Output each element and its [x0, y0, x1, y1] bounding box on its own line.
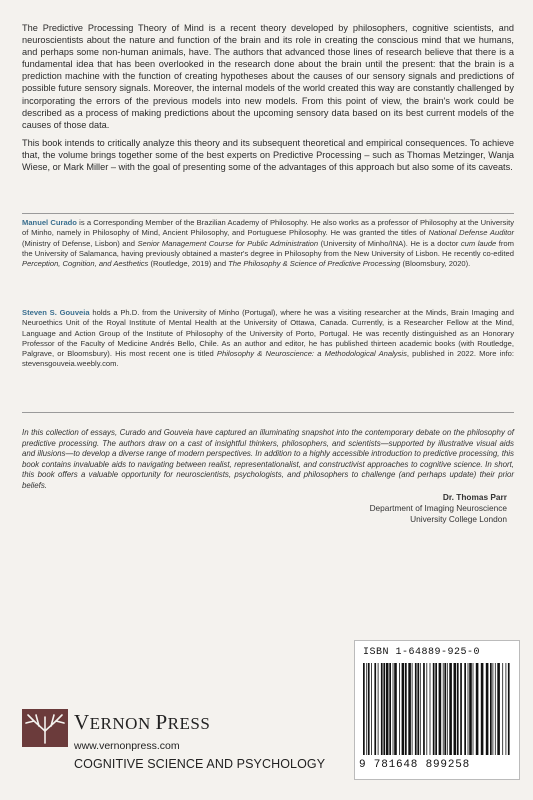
endorser-institution: University College London: [410, 514, 507, 524]
divider-top: [22, 213, 514, 214]
description-paragraph-1: The Predictive Processing Theory of Mind is a recent theory developed by philosophers, cognitive scientists, and neuroscientists about the nature and function of the brain and its role in creating the conscious mind that we humans, and perhaps some non-human animals, have. The authors that advanced those lines of research believe that there is a fundamental idea that has been overlooked in the research done about the brain until the present: that the brain is a prediction machine with the function of creating hypotheses about the causes of our sensory signals and predictions of possible future sensory signals. Moreover, the internal models of the world created this way are constantly challenged by incorporating the errors of the previous models into new models. From this point of view, the brain's work could be described as a process of making predictions about the upcoming sensory data based on its best current models of the causes of those data.: [22, 23, 514, 130]
endorser-department: Department of Imaging Neuroscience: [369, 503, 507, 513]
endorser-name: Dr. Thomas Parr: [442, 492, 507, 502]
barcode-digits: 9 781648 899258: [359, 759, 471, 771]
author-name: Manuel Curado: [22, 218, 77, 227]
endorser: [370, 492, 507, 525]
divider-middle: [22, 412, 514, 413]
series-name: COGNITIVE SCIENCE AND PSYCHOLOGY: [74, 757, 326, 771]
author-bio-curado: Manuel Curado is a Corresponding Member of the Brazilian Academy of Philosophy. He also works as a professor of Philosophy at the University of Minho, namely in Philosophy of Mind, Ancient Philosophy, and Portuguese Philosophy. He was granted the titles of National Defense Auditor (Ministry of Defense, Lisbon) and Senior Management Course for Public Administration (University of Minho/INA). He is a doctor cum laude from the University of Salamanca, having previously obtained a master's degree in Philosophy from the New University of Lisbon. He recently co-edited Perception, Cognition, and Aesthetics (Routledge, 2019) and The Philosophy & Science of Predictive Processing (Bloomsbury, 2020).: [22, 218, 514, 269]
publisher-name: VERNON PRESS: [74, 710, 211, 734]
isbn-barcode: [354, 640, 520, 780]
barcode-bars: [363, 663, 511, 755]
vernon-press-logo-icon: [22, 709, 68, 747]
author-bio-gouveia: Steven S. Gouveia holds a Ph.D. from the University of Minho (Portugal), where he was a visiting researcher at the Minds, Brain Imaging and Neuroethics Unit of the Royal Institute of Mental Health at the University of Ottawa, Canada. Currently, is a Researcher Fellow at the Mind, Language and Action Group of the Institute of Philosophy of the University of Porto, Portugal. He was recently distinguished as an Honorary Professor of the Faculty of Medicine Andrés Bello, Chile. As an author and editor, he has published thirteen academic books (with Routledge, Palgrave, or Bloomsbury). His most recent one is titled Philosophy & Neuroscience: a Methodological Analysis, published in 2022. More info: stevensgouveia.weebly.com.: [22, 308, 514, 369]
author-name: Steven S. Gouveia: [22, 308, 90, 317]
isbn-text: ISBN 1-64889-925-0: [363, 647, 481, 658]
endorsement-quote: In this collection of essays, Curado and Gouveia have captured an illuminating snapshot into the contemporary debate on the philosophy of predictive processing. The authors draw on a cast of insightful thinkers, philosophers, and scientists—supported by illustrative visual aids and illusions—to develop a diverse range of modern perspectives. In addition to a highly accessible introduction to predictive processing, this book contains invaluable aids to navigating between realist, representationalist, and constructivist approaches to cognitive science. In short, this book offers a valuable opportunity for neuroscientists, psychologists, and philosophers to challenge (and perhaps update) their prior beliefs.: [22, 428, 514, 490]
description-paragraph-2: This book intends to critically analyze this theory and its subsequent theoretical and empirical consequences. To achieve that, the volume brings together some of the best experts on Predictive Processing – such as Thomas Metzinger, Wanja Wiese, or Mark Miller – with the goal of presenting some of the advantages of this approach but also some of its caveats.: [22, 137, 514, 173]
publisher-website[interactable]: www.vernonpress.com: [74, 740, 180, 752]
book-description: [22, 22, 514, 179]
